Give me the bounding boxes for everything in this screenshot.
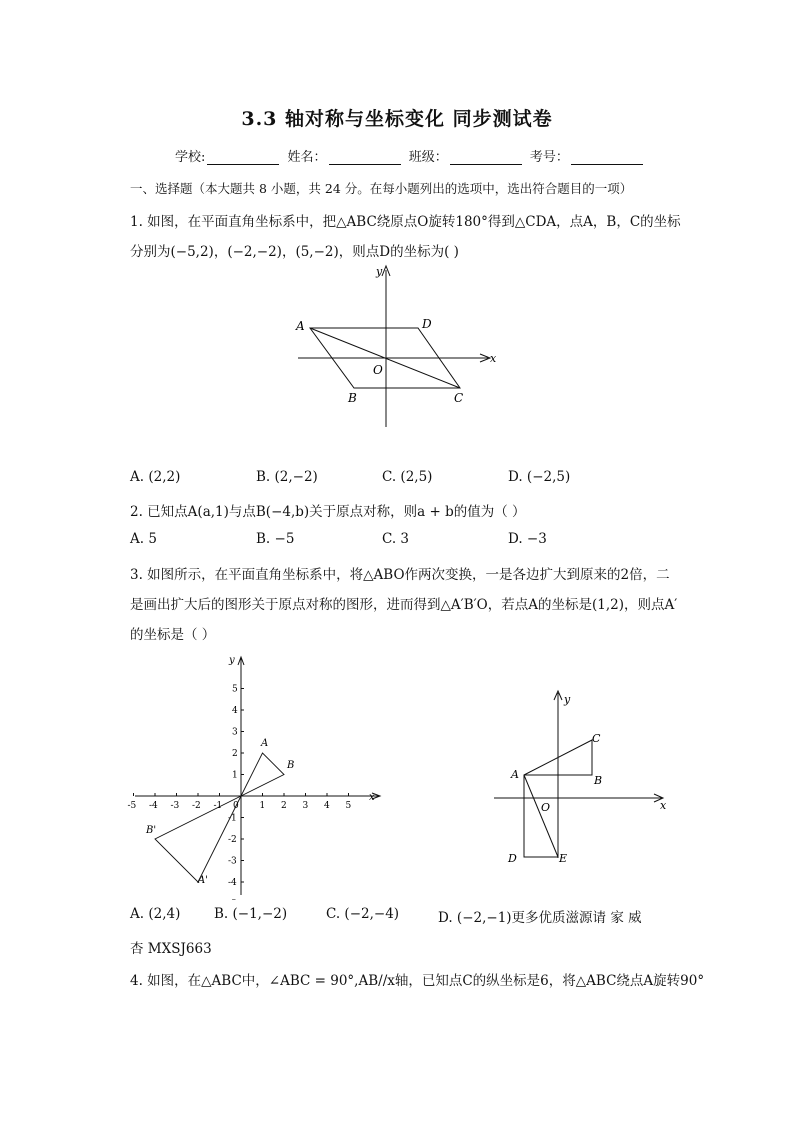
y-tick-label: -1: [228, 813, 237, 824]
y-tick-label: 4: [232, 706, 238, 716]
name-label: 姓名：: [287, 150, 327, 165]
q3-fig1-label-x: x: [369, 792, 375, 803]
q3-fig2-label-o: O: [541, 801, 551, 814]
q3-line3: 的坐标是（ ）: [130, 627, 216, 643]
q1-label-y: y: [376, 265, 383, 278]
x-tick-label: 4: [324, 801, 330, 811]
q3-fig1-label-a-prime: A': [198, 875, 208, 886]
q1-line1: 1. 如图，在平面直角坐标系中，把△ABC绕原点O旋转180°得到△CDA，点A，B，C的坐标: [130, 214, 681, 230]
y-tick-label: 5: [232, 684, 238, 695]
q1-label-o: O: [373, 363, 383, 377]
q3-fig2-label-y: y: [564, 693, 571, 706]
q1-option-b[interactable]: B. (2,−2): [256, 469, 318, 485]
x-tick-label: 0: [233, 801, 239, 811]
q3-fig2-segment-ae: [524, 775, 558, 857]
q3-fig2-label-x: x: [660, 799, 667, 812]
q1-label-c: C: [454, 391, 464, 405]
q1-label-d: D: [422, 317, 432, 331]
q2-option-a[interactable]: A. 5: [130, 531, 157, 547]
x-tick-label: 2: [281, 801, 287, 811]
class-blank[interactable]: [450, 164, 522, 165]
q3-fig2-label-b: B: [594, 774, 603, 787]
exam-no-label: 考号：: [529, 150, 569, 165]
x-tick-label: -3: [170, 801, 180, 811]
school-blank[interactable]: [207, 164, 279, 165]
q2-option-d[interactable]: D. −3: [508, 531, 547, 547]
y-tick-label: -3: [228, 856, 237, 867]
section-heading: 一、选择题（本大题共 8 小题，共 24 分。在每小题列出的选项中，选出符合题目的一项）: [130, 181, 633, 196]
x-tick-label: -4: [149, 801, 158, 811]
q1-option-c[interactable]: C. (2,5): [382, 469, 433, 485]
y-tick-label: 1: [232, 770, 238, 781]
q2-line1: 2. 已知点A(a,1)与点B(−4,b)关于原点对称，则a + b的值为（ ）: [130, 504, 526, 520]
y-tick-label: 3: [232, 727, 238, 738]
x-tick-label: -1: [213, 801, 223, 811]
q3-triangle-abo: [241, 753, 284, 796]
x-tick-label: 1: [259, 801, 266, 811]
q2-option-b[interactable]: B. −5: [256, 531, 295, 547]
q3-option-c[interactable]: C. (−2,−4): [326, 906, 400, 922]
q3-fig1-label-y: y: [229, 655, 235, 666]
q3-option-b[interactable]: B. (−1,−2): [214, 906, 288, 922]
q1-label-x: x: [490, 352, 497, 365]
x-tick-label: -5: [127, 801, 137, 811]
page-title: 3.3 轴对称与坐标变化 同步测试卷: [241, 108, 553, 130]
q3-option-a[interactable]: A. (2,4): [130, 906, 181, 922]
y-tick-label: -2: [228, 835, 237, 845]
q2-option-c[interactable]: C. 3: [382, 531, 410, 547]
q3-fig2-label-d: D: [508, 852, 517, 865]
q3-figure-rect: [488, 688, 674, 870]
q3-line2: 是画出扩大后的图形关于原点对称的图形，进而得到△A′B′O，若点A的坐标是(1,2)，则点A′: [130, 597, 678, 613]
q1-line2: 分别为(−5,2)，(−2,−2)，(5,−2)，则点D的坐标为( ): [130, 244, 459, 260]
x-tick-label: 3: [302, 801, 309, 811]
q1-figure: [290, 262, 500, 430]
q3-axis-ticks: [128, 685, 352, 901]
q1-label-b: B: [348, 391, 357, 405]
q1-option-a[interactable]: A. (2,2): [130, 469, 181, 485]
q3-fig1-label-b: B: [287, 760, 295, 771]
school-label: 学校:: [175, 150, 206, 165]
y-tick-label: 2: [232, 749, 238, 759]
q3-fig2-label-a: A: [511, 768, 519, 781]
q3-fig1-label-a: A: [261, 738, 269, 749]
q3-option-d[interactable]: D. (−2,−1)更多优质滋源请 家 威: [438, 910, 642, 926]
y-tick-label: [228, 900, 237, 901]
q1-label-a: A: [296, 319, 305, 333]
y-tick-label: -4: [228, 878, 237, 888]
x-tick-label: -2: [192, 801, 201, 811]
q3-figure-grid: [125, 650, 387, 900]
name-blank[interactable]: [329, 164, 401, 165]
q3-fig2-label-e: E: [559, 852, 568, 865]
q3-extra-line: 杏 MXSJ663: [130, 941, 212, 957]
student-info-row: [175, 146, 647, 165]
q3-line1: 3. 如图所示，在平面直角坐标系中，将△ABO作两次变换，一是各边扩大到原来的2倍，二: [130, 567, 670, 583]
class-label: 班级：: [408, 150, 448, 165]
q4-line1: 4. 如图，在△ABC中，∠ABC = 90°,AB//x轴，已知点C的纵坐标是6，将△ABC绕点A旋转90°: [130, 973, 705, 989]
q1-option-d[interactable]: D. (−2,5): [508, 469, 571, 485]
q3-fig1-label-b-prime: B': [146, 825, 157, 836]
exam-no-blank[interactable]: [571, 164, 643, 165]
q3-fig2-label-c: C: [592, 732, 601, 745]
x-tick-label: 5: [345, 801, 352, 811]
